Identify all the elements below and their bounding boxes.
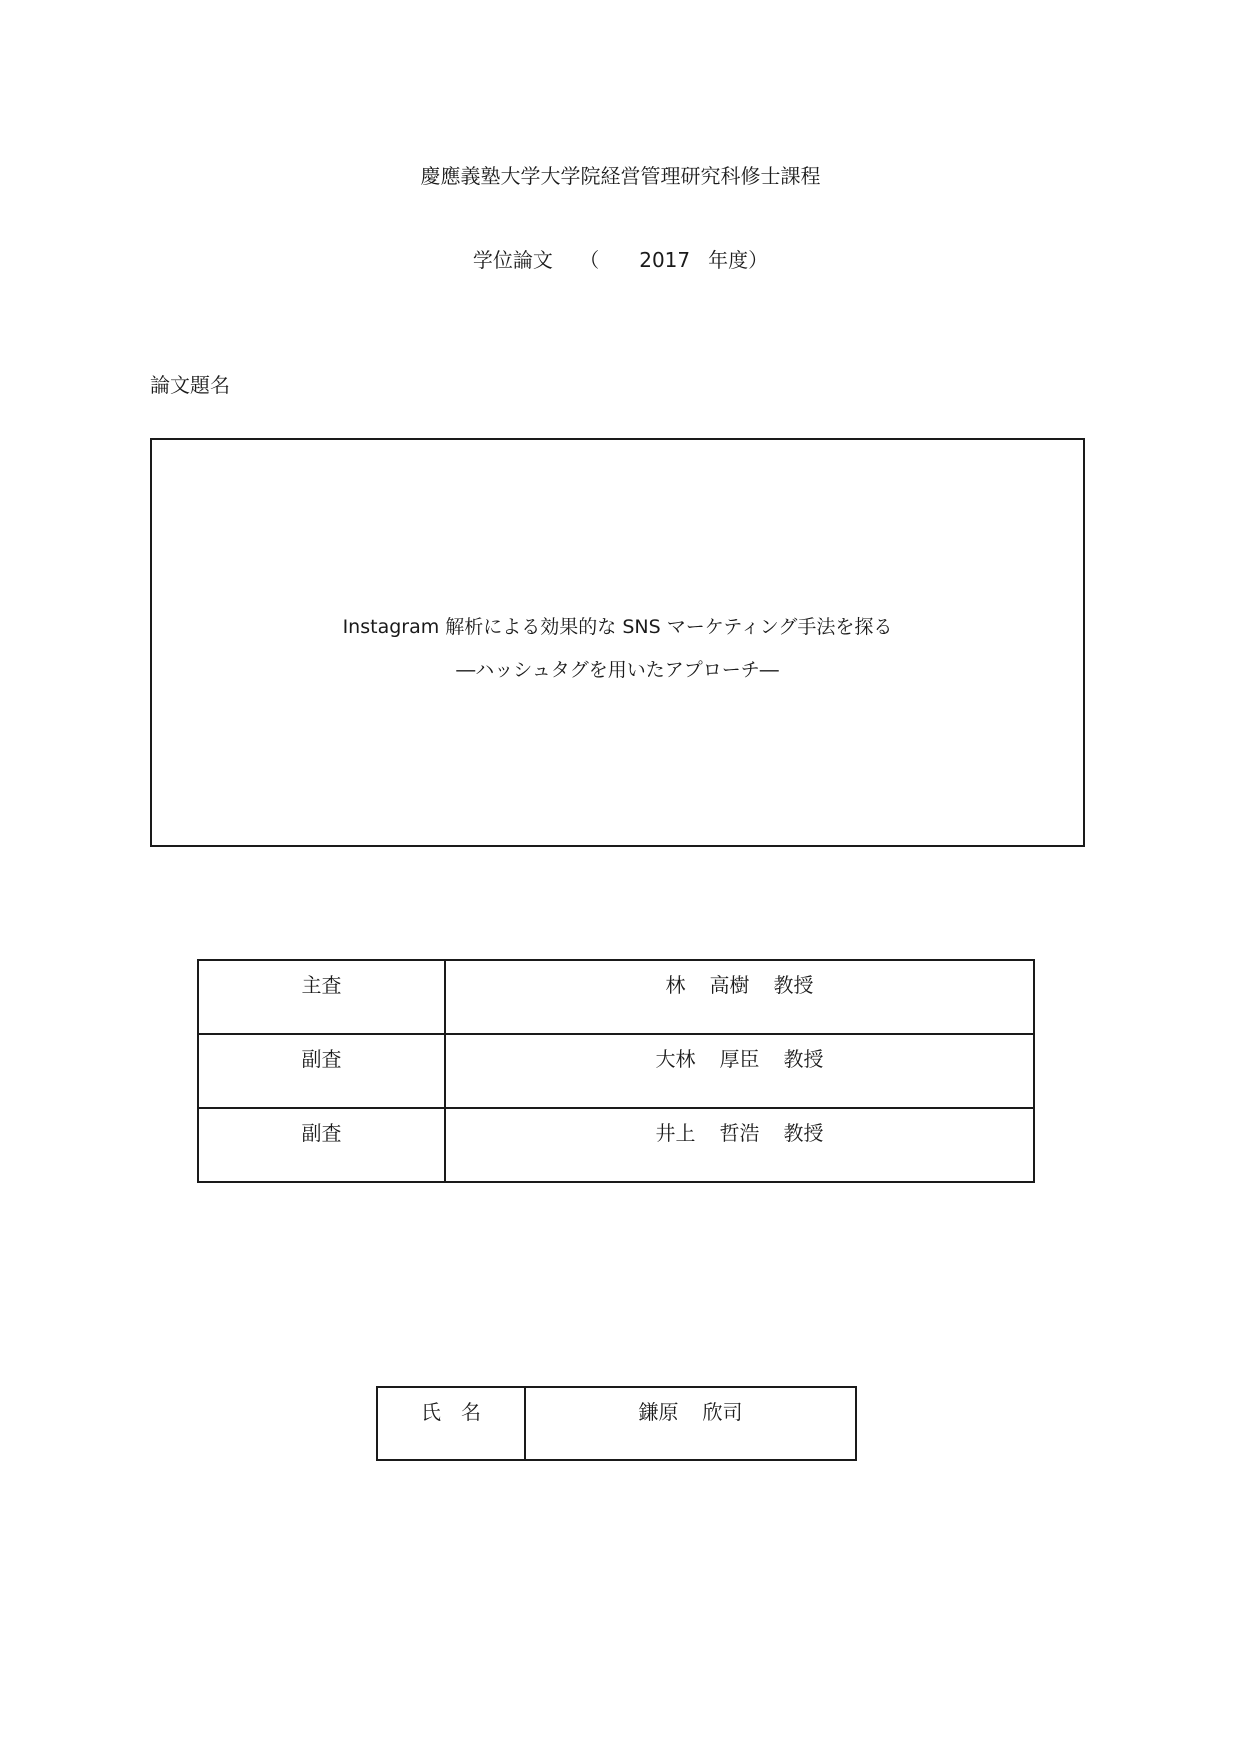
table-row: [198, 960, 1034, 1034]
examiner-family-name: 井上: [655, 1121, 696, 1145]
table-row: [198, 1034, 1034, 1108]
table-row: [198, 1108, 1034, 1182]
examiner-title: 教授: [783, 1047, 824, 1071]
author-name: [525, 1387, 856, 1460]
examiner-given-name: 哲浩: [719, 1121, 760, 1145]
degree-label: 学位論文: [472, 248, 553, 272]
author-given-name: 欣司: [702, 1400, 743, 1424]
examiner-name: [445, 960, 1034, 1034]
examiner-given-name: 厚臣: [719, 1047, 760, 1071]
examiner-role: 副査: [198, 1034, 445, 1108]
examiner-role: 副査: [198, 1108, 445, 1182]
examiner-name: [445, 1034, 1034, 1108]
degree-line: [0, 244, 1241, 273]
author-label: 氏 名: [377, 1387, 525, 1460]
examiner-title: 教授: [773, 973, 814, 997]
examiner-role: 主査: [198, 960, 445, 1034]
author-family-name: 鎌原: [638, 1400, 679, 1424]
thesis-title-box: [150, 438, 1085, 847]
examiner-name: [445, 1108, 1034, 1182]
examiner-given-name: 高樹: [709, 973, 750, 997]
thesis-title-label: 論文題名: [150, 373, 230, 397]
examiners-table: [197, 959, 1035, 1183]
examiner-family-name: 大林: [655, 1047, 696, 1071]
author-table: [376, 1386, 857, 1461]
examiner-title: 教授: [783, 1121, 824, 1145]
examiner-family-name: 林: [665, 973, 686, 997]
year-suffix: 年度）: [708, 248, 769, 272]
thesis-title: Instagram 解析による効果的な SNS マーケティング手法を探る: [342, 615, 893, 638]
thesis-subtitle: ―ハッシュタグを用いたアプローチ―: [456, 658, 779, 681]
open-paren: （: [579, 248, 600, 272]
degree-year: 2017: [639, 248, 691, 272]
school-name: 慶應義塾大学大学院経営管理研究科修士課程: [420, 164, 821, 188]
table-row: [377, 1387, 856, 1460]
